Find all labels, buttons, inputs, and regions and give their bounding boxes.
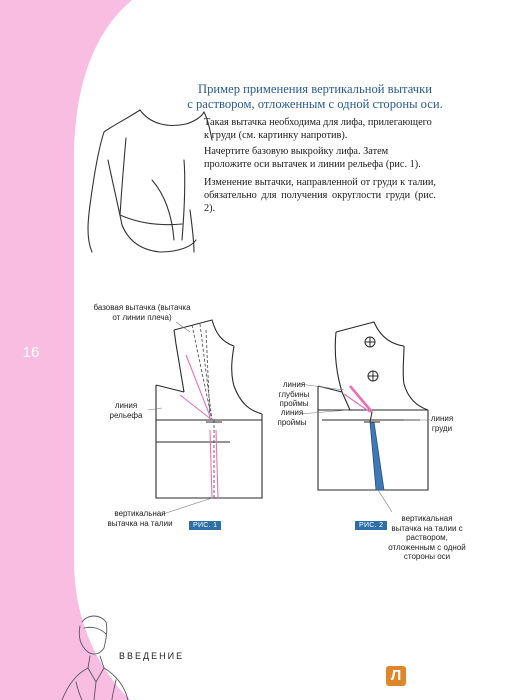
paragraph-1: Такая вытачка необходима для лифа, прилегающего к груди (см. картинку напротив). [204, 117, 432, 141]
paragraph-3: Изменение вытачки, направленной от груди к талии, обязательно для получения округлости груди (рис. 2). [204, 177, 436, 214]
label-vertical-dart-1: вертикальная вытачка на талии [107, 509, 173, 528]
label-bust-line: линия груди [430, 414, 454, 433]
label-vertical-dart-2: вертикальная вытачка на талии с раствором, отложенным с одной стороны оси [388, 514, 466, 561]
label-armhole-line: линия проймы [277, 408, 307, 427]
label-base-dart: базовая вытачка (вытачка от линии плеча) [93, 303, 191, 322]
title-line-1: Пример применения вертикальной вытачки [198, 82, 432, 96]
figure-2-badge: РИС. 2 [355, 521, 387, 530]
label-relief-line: линия рельефа [109, 401, 143, 420]
publisher-logo: Л [386, 666, 406, 686]
figure-1-badge: РИС. 1 [189, 521, 221, 530]
label-armhole-depth: линия глубины проймы [278, 380, 310, 408]
section-footer: ВВЕДЕНИЕ [119, 651, 185, 661]
page-number: 16 [22, 344, 40, 361]
title-line-2: с раствором, отложенным с одной стороны оси. [187, 97, 443, 111]
paragraph-2: Начертите базовую выкройку лифа. Затем проложите оси вытачек и линии рельефа (рис. 1). [204, 146, 421, 170]
